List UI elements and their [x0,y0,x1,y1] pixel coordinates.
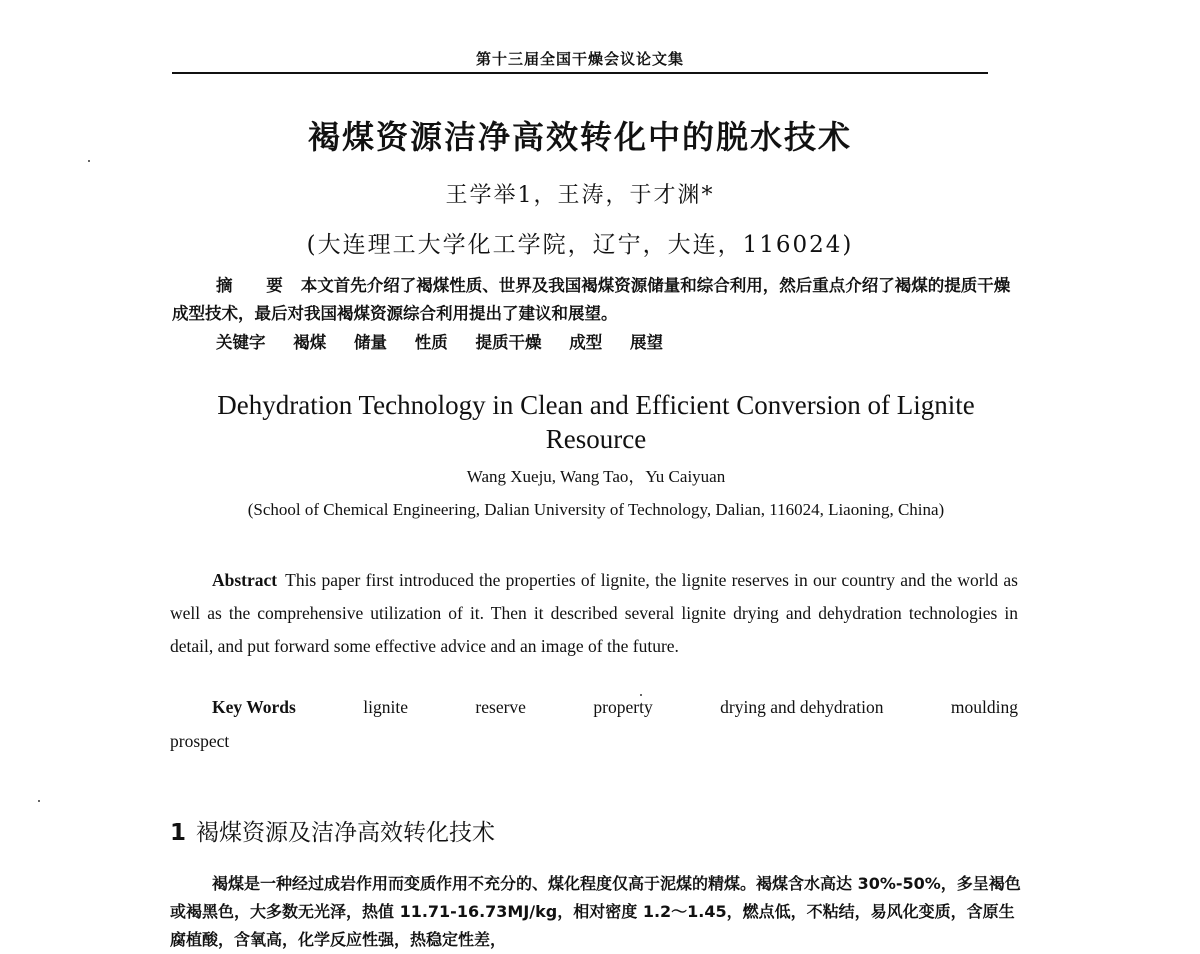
scan-speck [38,800,40,802]
english-authors: Wang Xueju, Wang Tao，Yu Caiyuan [466,467,726,486]
section-title: 褐煤资源及洁净高效转化技术 [196,820,496,846]
english-keywords [212,697,1018,718]
chinese-abstract [172,272,1024,328]
section-heading [170,814,1020,847]
chinese-abstract-label: 摘 要 [216,276,297,295]
english-title: Dehydration Technology in Clean and Efficient Conversion of Lignite Resource [217,390,975,454]
chinese-keyword: 展望 [630,333,663,352]
chinese-keywords-label: 关键字 [216,333,266,352]
chinese-abstract-text: 本文首先介绍了褐煤性质、世界及我国褐煤资源储量和综合利用，然后重点介绍了褐煤的提质干燥成型技术，最后对我国褐煤资源综合利用提出了建议和展望。 [172,276,1011,323]
section-number: 1 [170,820,187,846]
english-abstract-label: Abstract [212,570,278,590]
chinese-affiliation: (大连理工大学化工学院，辽宁，大连，116024) [306,232,854,258]
chinese-keyword: 提质干燥 [475,333,542,352]
english-keyword-continued: prospect [170,731,230,751]
chinese-keyword: 储量 [354,333,387,352]
header-rule [172,72,988,74]
english-keywords-label: Key Words [212,697,296,717]
chinese-title: 褐煤资源洁净高效转化中的脱水技术 [307,118,852,156]
scan-speck [640,694,642,696]
english-abstract-text: This paper first introduced the properties of lignite, the lignite reserves in our country and the world as well as the comprehensive utilization of it. Then it described several lignite drying and dehydration technologies in detail, and put forward some effective advice and an image of the future. [170,570,1018,656]
english-keyword: drying and dehydration [720,697,884,717]
scan-speck [88,160,90,162]
english-keyword: property [593,697,653,717]
chinese-keyword: 成型 [569,333,603,352]
english-abstract [170,564,1018,663]
chinese-keyword: 褐煤 [293,333,327,352]
running-header: 第十三届全国干燥会议论文集 [475,50,684,68]
chinese-keywords [216,329,1016,353]
chinese-authors: 王学举1，王涛，于才渊* [445,183,715,208]
english-keyword: moulding [950,697,1018,717]
english-keyword: reserve [475,697,526,717]
body-paragraph: 褐煤是一种经过成岩作用而变质作用不充分的、煤化程度仅高于泥煤的精煤。褐煤含水高达 30%-50%，多呈褐色或褐黑色，大多数无光泽，热值 11.71-16.73MJ/kg，相对密度 1.2～1.45，燃点低，不粘结，易风化变质，含原生腐植酸，含氧高，化学反应性强，热稳定性差， [170,874,1021,949]
chinese-keyword: 性质 [414,333,448,352]
english-keyword: lignite [363,697,408,717]
english-affiliation: (School of Chemical Engineering, Dalian University of Technology, Dalian, 116024, Liaoning, China) [247,500,945,519]
